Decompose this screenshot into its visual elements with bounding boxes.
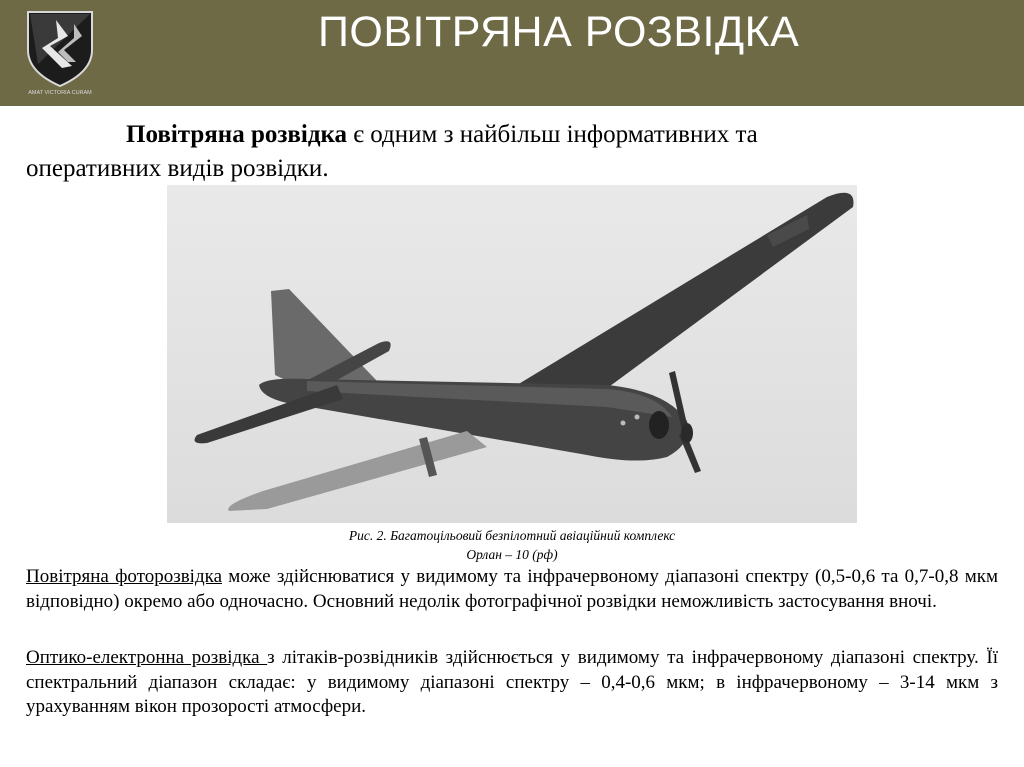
emblem-shield-icon bbox=[16, 6, 104, 96]
paragraph-photo-recon bbox=[26, 565, 998, 614]
intro-bold-term: Повітряна розвідка bbox=[126, 121, 348, 148]
uav-photo bbox=[167, 185, 857, 523]
term-photo-recon: Повітряна фоторозвідка bbox=[26, 566, 223, 587]
paragraph-optoelectronic-recon-text: з літаків-розвідників здійснюється у видимому та інфрачервоному діапазоні спектру. Її спектральний діапазон складає: у видимому діапазоні спектру – 0,4-0,6 мкм; в інфрачервоному – 3-14 мкм з урахуванням вікон прозорості атмосфери. bbox=[26, 647, 998, 717]
header-bar bbox=[0, 0, 1024, 106]
caption-line-1: Рис. 2. Багатоцільовий безпілотний авіаційний комплекс bbox=[348, 528, 676, 543]
intro-text: є одним з найбільш інформативних та оперативних видів розвідки. bbox=[26, 121, 758, 182]
paragraph-photo-recon-text: може здійснюватися у видимому та інфрачервоному діапазоні спектру (0,5-0,6 та 0,7-0,8 мкм відповідно) окремо або одночасно. Основний недолік фотографічної розвідки неможливість застосування вночі. bbox=[26, 566, 998, 612]
intro-paragraph bbox=[26, 118, 886, 186]
term-optoelectronic-recon: Оптико-електронна розвідка bbox=[26, 647, 268, 668]
caption-line-2: Орлан – 10 (рф) bbox=[466, 547, 558, 562]
paragraph-optoelectronic-recon bbox=[26, 646, 998, 720]
page-title: ПОВІТРЯНА РОЗВІДКА bbox=[318, 8, 800, 56]
figure-caption bbox=[167, 526, 857, 564]
svg-text:AMAT VICTORIA CURAM: AMAT VICTORIA CURAM bbox=[28, 90, 92, 96]
